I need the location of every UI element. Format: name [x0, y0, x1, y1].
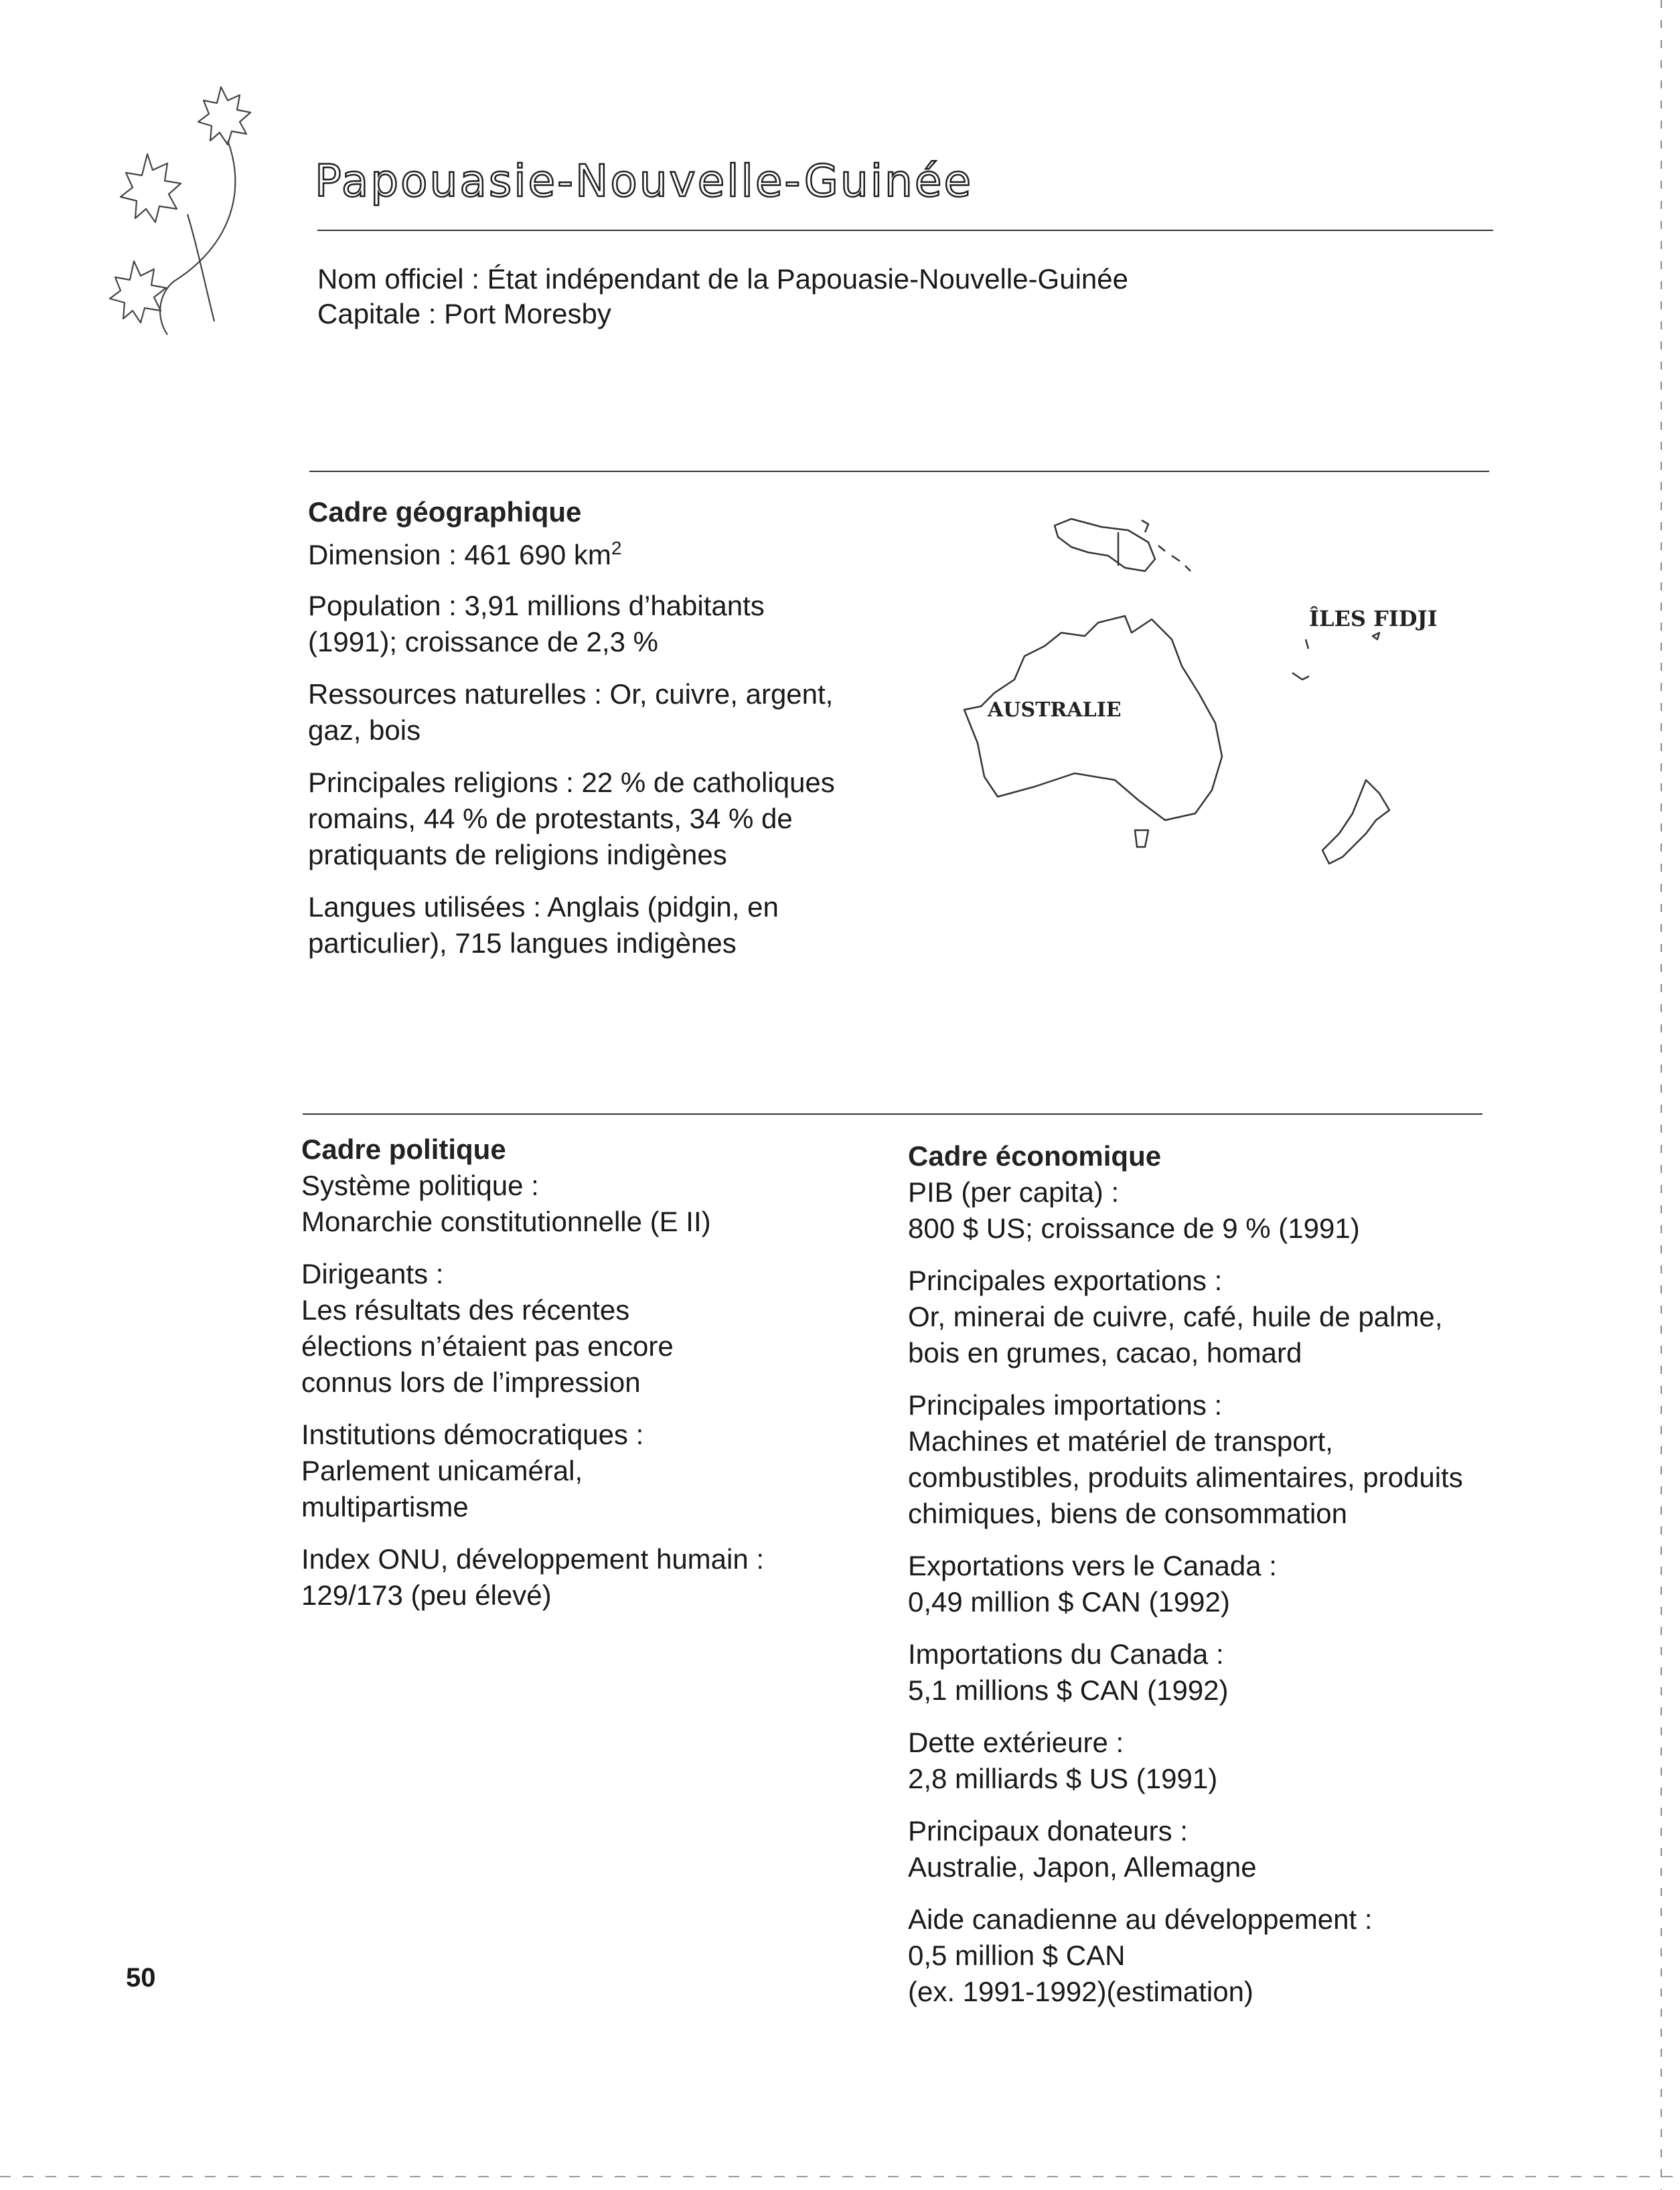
fact-value: 129/173 (peu élevé) — [301, 1579, 552, 1611]
title-divider — [317, 230, 1493, 231]
fact-value: Parlement unicaméral, multipartisme — [301, 1455, 583, 1522]
fact-value: 0,49 million $ CAN (1992) — [908, 1586, 1230, 1618]
section-divider-geo — [309, 471, 1489, 472]
fact-value: 22 % de catholiques romains, 44 % de protestants, 34 % de pratiquants de religions indigènes — [308, 767, 835, 870]
economy-item — [908, 1901, 1497, 2010]
fact-label: Principales exportations : — [908, 1265, 1223, 1296]
economy-item — [908, 1636, 1497, 1709]
politics-item — [301, 1168, 837, 1240]
capital: Capitale : Port Moresby — [317, 298, 611, 329]
geo-item — [308, 588, 857, 660]
fact-value: 800 $ US; croissance de 9 % (1991) — [908, 1213, 1360, 1244]
section-divider-politics — [303, 1113, 1482, 1115]
tasmania-outline — [1135, 830, 1148, 847]
fact-label: Dette extérieure : — [908, 1727, 1124, 1758]
economy-item — [908, 1548, 1497, 1620]
geo-dimension — [308, 530, 857, 573]
fact-value: 3,91 millions d’habitants (1991); croissance de 2,3 % — [308, 590, 765, 657]
politics-item — [301, 1417, 676, 1525]
fact-label: Principaux donateurs : — [908, 1815, 1188, 1847]
scan-edge-bottom — [0, 2176, 1680, 2177]
fact-label: Dimension : — [308, 539, 465, 570]
politics-item — [301, 1256, 716, 1401]
page-number: 50 — [126, 1963, 156, 1992]
fact-label: Index ONU, développement humain : — [301, 1543, 765, 1575]
fact-value: Or, cuivre, argent, gaz, bois — [308, 678, 834, 746]
economy-item — [908, 1387, 1497, 1532]
economy-section — [908, 1138, 1497, 2026]
fact-label: Dirigeants : — [301, 1258, 444, 1289]
fiji-outline — [1373, 633, 1379, 639]
geo-heading: Cadre géographique — [308, 496, 582, 528]
economy-item — [908, 1725, 1497, 1797]
politics-item — [301, 1541, 837, 1614]
geo-item — [308, 765, 857, 873]
fact-value: Machines et matériel de transport, combustibles, produits alimentaires, produits chimiques, biens de consommation — [908, 1425, 1463, 1529]
economy-item — [908, 1174, 1497, 1247]
page-title: Papouasie-Nouvelle-Guinée — [315, 155, 974, 207]
fact-value-note: (ex. 1991-1992)(estimation) — [908, 1976, 1253, 2007]
fact-value: Anglais (pidgin, en particulier), 715 langues indigènes — [308, 891, 779, 959]
fact-label: Principales importations : — [908, 1389, 1223, 1421]
fact-value: Australie, Japon, Allemagne — [908, 1851, 1257, 1883]
new-zealand-outline — [1322, 780, 1389, 864]
png-outline — [1055, 519, 1155, 571]
fact-label: PIB (per capita) : — [908, 1176, 1120, 1208]
fact-value: Les résultats des récentes élections n’étaient pas encore connus lors de l’impression — [301, 1294, 674, 1398]
fact-value: 2,8 milliards $ US (1991) — [908, 1763, 1218, 1794]
islands-outline — [1142, 520, 1309, 680]
map-label-australia: AUSTRALIE — [988, 698, 1122, 722]
region-map — [904, 505, 1493, 907]
fact-label: Exportations vers le Canada : — [908, 1550, 1277, 1581]
fact-value: Monarchie constitutionnelle (E II) — [301, 1206, 711, 1237]
fact-label: Système politique : — [301, 1170, 539, 1201]
map-label-fiji: ÎLES FIDJI — [1309, 606, 1438, 631]
fact-label: Population : — [308, 590, 465, 621]
geo-item — [308, 676, 857, 749]
maple-leaf-icon — [87, 60, 261, 341]
politics-heading: Cadre politique — [301, 1133, 506, 1165]
economy-item — [908, 1263, 1497, 1371]
fact-label: Aide canadienne au développement : — [908, 1903, 1373, 1935]
official-name: Nom officiel : État indépendant de la Papouasie-Nouvelle-Guinée — [317, 263, 1128, 295]
fact-value: 461 690 km — [464, 539, 611, 570]
fact-label: Importations du Canada : — [908, 1638, 1224, 1670]
economy-heading: Cadre économique — [908, 1140, 1162, 1172]
scan-edge-right — [1661, 0, 1662, 2190]
fact-label: Langues utilisées : — [308, 891, 548, 923]
geo-section — [308, 494, 857, 977]
geo-item — [308, 889, 857, 961]
fact-label: Ressources naturelles : — [308, 678, 610, 710]
fact-label: Institutions démocratiques : — [301, 1419, 644, 1450]
politics-section — [301, 1131, 837, 1630]
fact-label: Principales religions : — [308, 767, 582, 798]
superscript: 2 — [611, 538, 622, 558]
economy-item — [908, 1813, 1497, 1885]
fact-value: 5,1 millions $ CAN (1992) — [908, 1674, 1229, 1706]
fact-value: Or, minerai de cuivre, café, huile de palme, bois en grumes, cacao, homard — [908, 1301, 1443, 1368]
fact-value: 0,5 million $ CAN — [908, 1940, 1126, 1971]
